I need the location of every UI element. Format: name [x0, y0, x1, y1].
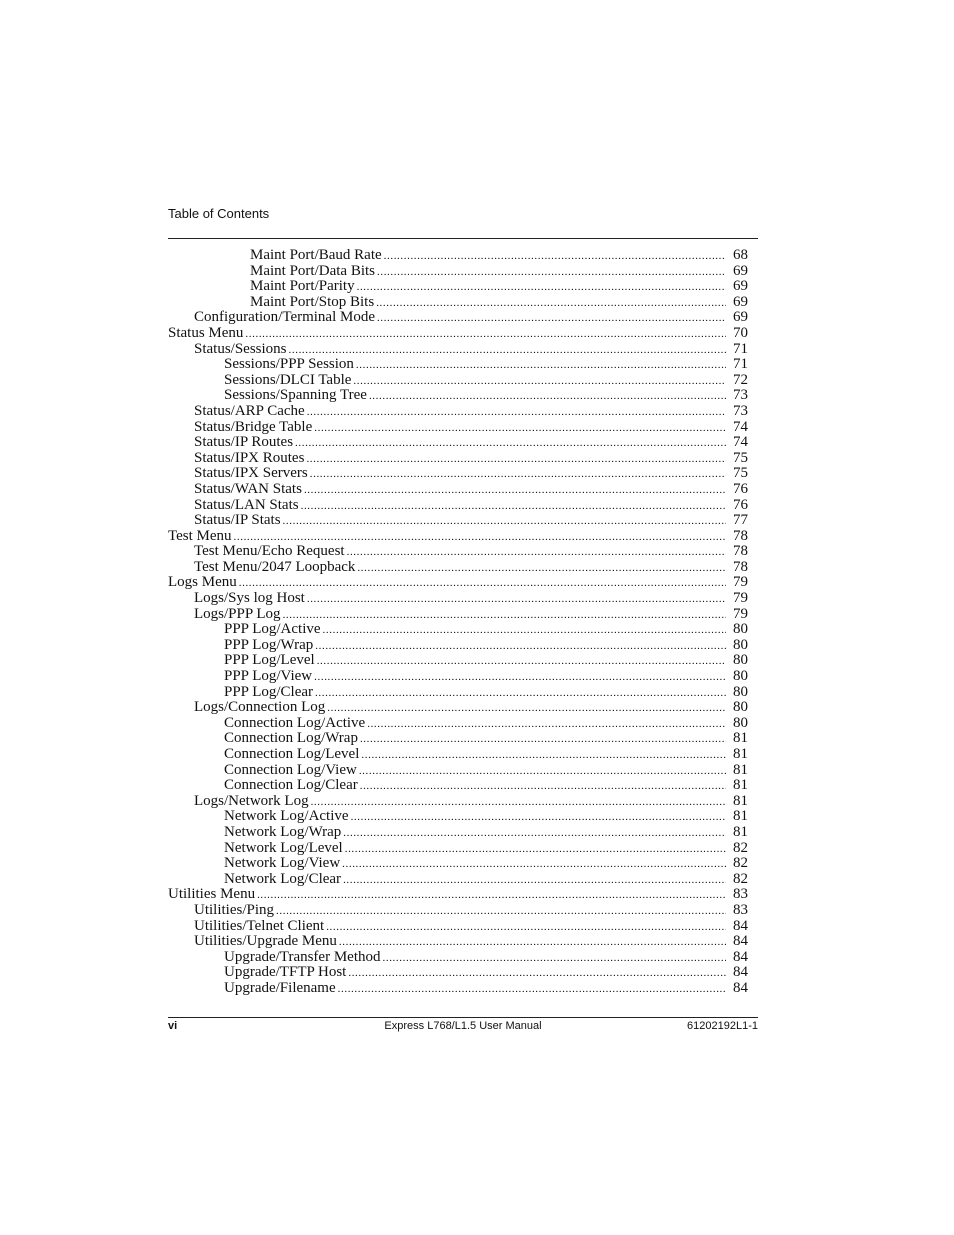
- toc-dot-leader: [347, 545, 726, 561]
- toc-entry[interactable]: [168, 420, 748, 436]
- toc-dot-leader: [245, 327, 726, 343]
- toc-entry[interactable]: [168, 887, 748, 903]
- toc-entry-page: 81: [733, 761, 748, 778]
- footer-rule: [168, 1017, 758, 1018]
- toc-entry-page: 81: [733, 777, 748, 794]
- toc-entry[interactable]: [168, 404, 748, 420]
- toc-dot-leader: [384, 249, 726, 265]
- toc-entry-title: Configuration/Terminal Mode: [194, 309, 375, 326]
- toc-dot-leader: [257, 888, 726, 904]
- toc-entry-title: Connection Log/View: [224, 761, 357, 778]
- toc-entry[interactable]: [168, 482, 748, 498]
- toc-entry-page: 80: [733, 699, 748, 716]
- page-header-title: Table of Contents: [168, 206, 270, 221]
- toc-entry-title: Network Log/View: [224, 855, 341, 872]
- toc-entry[interactable]: [168, 763, 748, 779]
- toc-entry-page: 76: [733, 496, 748, 513]
- toc-entry-title: PPP Log/View: [224, 668, 313, 685]
- toc-entry-page: 81: [733, 746, 748, 762]
- toc-entry-title: Upgrade/Transfer Method: [224, 948, 381, 965]
- toc-entry-page: 82: [733, 855, 748, 872]
- toc-entry-page: 69: [733, 262, 748, 279]
- toc-entry[interactable]: [168, 544, 748, 560]
- toc-entry-title: Logs/Network Log: [194, 792, 309, 809]
- toc-entry[interactable]: [168, 965, 748, 981]
- header-rule: [168, 238, 758, 239]
- toc-entry-page: 80: [733, 652, 748, 669]
- toc-dot-leader: [360, 779, 726, 795]
- toc-entry-title: Status Menu: [168, 324, 244, 341]
- toc-dot-leader: [301, 499, 726, 515]
- toc-entry[interactable]: [168, 560, 748, 576]
- toc-dot-leader: [295, 436, 726, 452]
- toc-entry[interactable]: [168, 981, 748, 997]
- toc-dot-leader: [323, 623, 726, 639]
- toc-dot-leader: [343, 826, 726, 842]
- toc-dot-leader: [314, 670, 726, 686]
- toc-entry-page: 84: [733, 964, 748, 981]
- toc-entry-page: 71: [733, 340, 748, 357]
- toc-entry[interactable]: [168, 248, 748, 264]
- toc-entry-page: 69: [733, 309, 748, 326]
- toc-dot-leader: [351, 810, 726, 826]
- toc-dot-leader: [383, 951, 727, 967]
- toc-entry[interactable]: [168, 794, 748, 810]
- toc-entry[interactable]: [168, 778, 748, 794]
- toc-entry[interactable]: [168, 435, 748, 451]
- toc-dot-leader: [356, 358, 726, 374]
- toc-dot-leader: [338, 982, 726, 998]
- toc-entry-title: Connection Log/Wrap: [224, 730, 358, 747]
- toc-entry[interactable]: [168, 747, 748, 763]
- toc-entry-title: Network Log/Level: [224, 839, 343, 856]
- toc-entry-page: 83: [733, 901, 748, 918]
- toc-entry-title: Upgrade/Filename: [224, 979, 336, 996]
- toc-dot-leader: [306, 452, 726, 468]
- toc-entry-page: 73: [733, 387, 748, 404]
- toc-entry-title: Connection Log/Active: [224, 714, 366, 731]
- toc-entry-page: 74: [733, 434, 748, 451]
- toc-dot-leader: [314, 421, 726, 437]
- toc-entry-page: 71: [733, 356, 748, 373]
- toc-dot-leader: [317, 654, 726, 670]
- toc-entry[interactable]: [168, 669, 748, 685]
- toc-entry-page: 81: [733, 823, 748, 840]
- toc-entry-title: Sessions/DLCI Table: [224, 371, 352, 388]
- toc-entry-title: Utilities/Telnet Client: [194, 917, 325, 934]
- toc-dot-leader: [357, 561, 726, 577]
- toc-entry[interactable]: [168, 529, 748, 545]
- toc-entry[interactable]: [168, 653, 748, 669]
- toc-dot-leader: [353, 374, 726, 390]
- toc-dot-leader: [369, 389, 726, 405]
- toc-entry-title: Upgrade/TFTP Host: [224, 964, 347, 981]
- toc-entry-page: 84: [733, 917, 748, 934]
- toc-entry-page: 77: [733, 512, 748, 529]
- toc-entry[interactable]: [168, 716, 748, 732]
- toc-entry[interactable]: [168, 607, 748, 623]
- toc-entry[interactable]: [168, 700, 748, 716]
- toc-entry-page: 78: [733, 558, 748, 575]
- toc-entry[interactable]: [168, 342, 748, 358]
- toc-entry-page: 80: [733, 621, 748, 638]
- toc-entry-page: 78: [733, 527, 748, 544]
- toc-dot-leader: [307, 592, 726, 608]
- toc-entry-page: 84: [733, 948, 748, 965]
- footer-page-number: vi: [168, 1020, 178, 1032]
- toc-entry[interactable]: [168, 591, 748, 607]
- toc-entry-title: Status/Sessions: [194, 340, 287, 357]
- toc-entry-title: Connection Log/Level: [224, 746, 360, 762]
- toc-entry-page: 82: [733, 870, 748, 887]
- toc-entry-page: 82: [733, 839, 748, 856]
- toc-entry-title: Maint Port/Baud Rate: [250, 247, 382, 263]
- toc-entry[interactable]: [168, 498, 748, 514]
- toc-dot-leader: [276, 904, 726, 920]
- toc-entry[interactable]: [168, 575, 748, 591]
- toc-dot-leader: [348, 966, 726, 982]
- toc-dot-leader: [376, 296, 726, 312]
- toc-entry-title: Sessions/PPP Session: [224, 356, 354, 373]
- toc-dot-leader: [289, 343, 726, 359]
- toc-entry-title: Utilities Menu: [168, 886, 256, 903]
- toc-entry[interactable]: [168, 622, 748, 638]
- toc-entry-page: 81: [733, 792, 748, 809]
- toc-dot-leader: [311, 795, 726, 811]
- toc-dot-leader: [307, 405, 726, 421]
- toc-entry-page: 74: [733, 418, 748, 435]
- toc-dot-leader: [360, 732, 726, 748]
- toc-entry-title: Status/IP Stats: [194, 512, 281, 529]
- toc-entry[interactable]: [168, 809, 748, 825]
- toc-entry-page: 80: [733, 636, 748, 653]
- toc-entry-title: Logs Menu: [168, 574, 237, 591]
- toc-entry[interactable]: [168, 388, 748, 404]
- toc-entry-title: Status/WAN Stats: [194, 480, 302, 497]
- toc-entry-page: 76: [733, 480, 748, 497]
- toc-entry[interactable]: [168, 310, 748, 326]
- toc-entry-page: 78: [733, 543, 748, 560]
- toc-entry-page: 84: [733, 933, 748, 950]
- toc-entry-page: 81: [733, 808, 748, 825]
- toc-entry[interactable]: [168, 903, 748, 919]
- toc-entry-title: PPP Log/Wrap: [224, 636, 314, 653]
- toc-entry-page: 80: [733, 714, 748, 731]
- toc-entry-title: Utilities/Ping: [194, 901, 275, 918]
- table-of-contents: [168, 248, 748, 997]
- toc-entry-title: Network Log/Wrap: [224, 823, 342, 840]
- footer-manual-title: Express L768/L1.5 User Manual: [384, 1020, 542, 1032]
- toc-entry[interactable]: [168, 919, 748, 935]
- toc-entry-page: 69: [733, 293, 748, 310]
- toc-entry-page: 81: [733, 730, 748, 747]
- toc-dot-leader: [359, 764, 726, 780]
- toc-entry-title: Connection Log/Clear: [224, 777, 358, 794]
- toc-entry[interactable]: [168, 451, 748, 467]
- toc-entry[interactable]: [168, 731, 748, 747]
- toc-entry-title: Test Menu/2047 Loopback: [194, 558, 356, 575]
- toc-entry-title: Status/ARP Cache: [194, 402, 305, 419]
- toc-dot-leader: [345, 842, 726, 858]
- toc-entry[interactable]: [168, 357, 748, 373]
- toc-entry-page: 83: [733, 886, 748, 903]
- toc-dot-leader: [377, 265, 726, 281]
- toc-dot-leader: [343, 873, 726, 889]
- toc-entry[interactable]: [168, 466, 748, 482]
- toc-entry-page: 84: [733, 979, 748, 996]
- toc-entry[interactable]: [168, 934, 748, 950]
- toc-dot-leader: [239, 576, 726, 592]
- toc-entry-title: PPP Log/Active: [224, 621, 321, 638]
- toc-dot-leader: [310, 467, 726, 483]
- toc-entry[interactable]: [168, 326, 748, 342]
- toc-entry[interactable]: [168, 295, 748, 311]
- toc-dot-leader: [357, 280, 726, 296]
- toc-entry-page: 75: [733, 465, 748, 482]
- toc-entry[interactable]: [168, 856, 748, 872]
- toc-entry-title: Sessions/Spanning Tree: [224, 387, 367, 404]
- toc-entry-title: Logs/Sys log Host: [194, 590, 305, 607]
- toc-dot-leader: [342, 857, 726, 873]
- toc-entry-title: Logs/Connection Log: [194, 699, 326, 716]
- toc-entry[interactable]: [168, 279, 748, 295]
- toc-entry-page: 79: [733, 605, 748, 622]
- toc-entry-title: Maint Port/Data Bits: [250, 262, 375, 279]
- toc-dot-leader: [367, 717, 726, 733]
- toc-dot-leader: [304, 483, 726, 499]
- toc-entry-title: PPP Log/Clear: [224, 683, 314, 700]
- toc-entry-title: Status/LAN Stats: [194, 496, 299, 513]
- toc-entry-page: 68: [733, 247, 748, 263]
- footer-document-number: 61202192L1-1: [687, 1020, 758, 1032]
- toc-entry[interactable]: [168, 872, 748, 888]
- toc-dot-leader: [377, 311, 726, 327]
- toc-entry-page: 72: [733, 371, 748, 388]
- toc-entry[interactable]: [168, 373, 748, 389]
- toc-entry[interactable]: [168, 638, 748, 654]
- toc-entry-title: Status/Bridge Table: [194, 418, 313, 435]
- toc-entry-title: Status/IP Routes: [194, 434, 294, 451]
- toc-entry-page: 75: [733, 449, 748, 466]
- toc-entry-page: 79: [733, 574, 748, 591]
- toc-entry-title: Maint Port/Stop Bits: [250, 293, 375, 310]
- toc-entry[interactable]: [168, 825, 748, 841]
- toc-dot-leader: [315, 686, 726, 702]
- toc-entry-title: Network Log/Active: [224, 808, 349, 825]
- toc-dot-leader: [361, 748, 726, 764]
- toc-entry-title: Test Menu/Echo Request: [194, 543, 345, 560]
- toc-dot-leader: [339, 935, 726, 951]
- toc-dot-leader: [315, 639, 726, 655]
- toc-entry-title: Test Menu: [168, 527, 232, 544]
- page-footer: [168, 1020, 758, 1034]
- toc-dot-leader: [326, 920, 726, 936]
- toc-entry[interactable]: [168, 841, 748, 857]
- toc-entry[interactable]: [168, 950, 748, 966]
- toc-dot-leader: [327, 701, 726, 717]
- toc-entry-page: 79: [733, 590, 748, 607]
- toc-entry[interactable]: [168, 513, 748, 529]
- toc-entry-title: Network Log/Clear: [224, 870, 342, 887]
- toc-entry-page: 70: [733, 324, 748, 341]
- toc-entry[interactable]: [168, 264, 748, 280]
- toc-entry-page: 69: [733, 278, 748, 295]
- toc-entry-title: Maint Port/Parity: [250, 278, 355, 295]
- toc-dot-leader: [283, 514, 726, 530]
- toc-entry[interactable]: [168, 685, 748, 701]
- toc-entry-title: Status/IPX Servers: [194, 465, 308, 482]
- toc-entry-title: Utilities/Upgrade Menu: [194, 933, 337, 950]
- toc-entry-page: 80: [733, 683, 748, 700]
- toc-entry-page: 80: [733, 668, 748, 685]
- toc-entry-page: 73: [733, 402, 748, 419]
- toc-entry-title: Status/IPX Routes: [194, 449, 305, 466]
- toc-entry-title: Logs/PPP Log: [194, 605, 281, 622]
- toc-entry-title: PPP Log/Level: [224, 652, 315, 669]
- toc-dot-leader: [283, 608, 726, 624]
